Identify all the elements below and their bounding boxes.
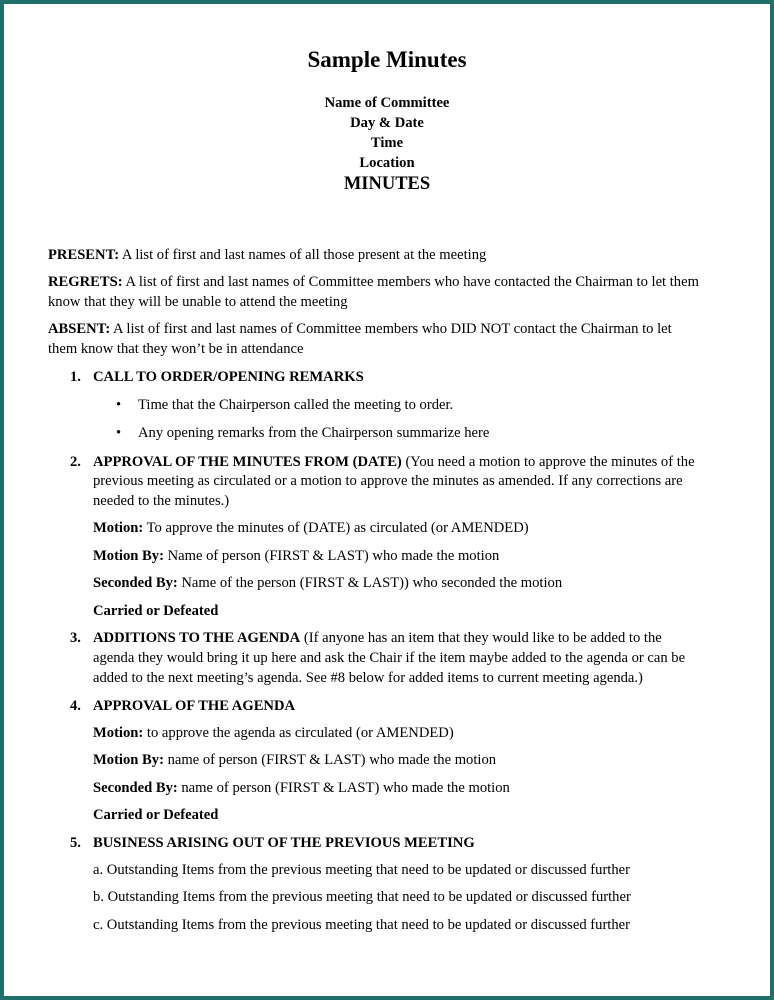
item-5-number: 5.	[70, 835, 81, 851]
bullet-icon: •	[116, 397, 122, 413]
page-frame	[4, 4, 770, 996]
present-text: A list of first and last names of all those present at the meeting	[119, 247, 487, 263]
present-line	[48, 245, 486, 265]
regrets-label: REGRETS:	[48, 274, 123, 290]
regrets-text-1: A list of first and last names of Committee members who have contacted the Chairman to let them	[122, 274, 699, 290]
item-3-number: 3.	[70, 630, 81, 646]
item-3-line-1: ADDITIONS TO THE AGENDA (If anyone has an item that they would like to be added to the	[93, 630, 662, 646]
location-line: Location	[359, 155, 415, 171]
item-2-result: Carried or Defeated	[93, 603, 219, 619]
item-2-seconded-by: Seconded By: Name of the person (FIRST & LAST)) who seconded the motion	[93, 575, 563, 591]
regrets-line-2: know that they will be unable to attend the meeting	[48, 294, 348, 310]
item-2-line-3: needed to the minutes.)	[93, 493, 230, 509]
absent-line-2: them know that they won’t be in attendance	[48, 341, 304, 357]
item-4-result: Carried or Defeated	[93, 807, 219, 823]
item-5-subitem-b: b. Outstanding Items from the previous meeting that need to be updated or discussed further	[93, 889, 631, 905]
item-2-motion-by: Motion By: Name of person (FIRST & LAST) who made the motion	[93, 548, 500, 564]
document-title: Sample Minutes	[307, 47, 467, 72]
item-2-line-1: APPROVAL OF THE MINUTES FROM (DATE) (You need a motion to approve the minutes of the	[93, 454, 695, 470]
item-4-motion-by: Motion By: name of person (FIRST & LAST) who made the motion	[93, 752, 497, 768]
item-2-line-2: previous meeting as circulated or a motion to approve the minutes as amended. If any corrections are	[93, 473, 683, 489]
absent-text-1: A list of first and last names of Committee members who DID NOT contact the Chairman to let	[110, 321, 672, 337]
item-5-subitem-a: a. Outstanding Items from the previous meeting that need to be updated or discussed further	[93, 862, 630, 878]
bullet-icon: •	[116, 425, 122, 441]
item-3-line-2: agenda they would bring it up here and ask the Chair if the item maybe added to the agenda or can be	[93, 650, 686, 666]
time-line: Time	[370, 135, 404, 151]
minutes-heading: MINUTES	[343, 174, 431, 194]
item-2-motion: Motion: To approve the minutes of (DATE) as circulated (or AMENDED)	[93, 520, 529, 536]
item-4-seconded-by: Seconded By: name of person (FIRST & LAST) who made the motion	[93, 780, 510, 796]
item-1-bullet-2: • Any opening remarks from the Chairperson summarize here	[116, 425, 490, 441]
item-1-bullet-1: • Time that the Chairperson called the meeting to order.	[116, 397, 454, 413]
item-1-heading: CALL TO ORDER/OPENING REMARKS	[93, 369, 364, 385]
item-4-number: 4.	[70, 698, 81, 714]
present-label: PRESENT:	[48, 247, 120, 263]
item-5-heading: BUSINESS ARISING OUT OF THE PREVIOUS MEETING	[93, 835, 475, 851]
item-5-subitem-c: c. Outstanding Items from the previous meeting that need to be updated or discussed further	[93, 917, 630, 933]
item-3-line-3: added to the next meeting’s agenda. See #8 below for added items to current meeting agenda.)	[93, 670, 643, 686]
item-4-motion: Motion: to approve the agenda as circulated (or AMENDED)	[93, 725, 454, 741]
item-4-heading: APPROVAL OF THE AGENDA	[93, 698, 296, 714]
item-2-number: 2.	[70, 454, 81, 470]
item-2-heading: APPROVAL OF THE MINUTES FROM (DATE)	[93, 454, 402, 470]
regrets-line-1	[48, 272, 699, 292]
item-3-heading: ADDITIONS TO THE AGENDA	[93, 630, 301, 646]
item-1-number: 1.	[70, 369, 81, 385]
day-date: Day & Date	[350, 115, 424, 131]
committee-name: Name of Committee	[324, 95, 450, 111]
absent-line-1	[48, 319, 672, 339]
absent-label: ABSENT:	[48, 321, 111, 337]
document-page	[4, 4, 770, 996]
